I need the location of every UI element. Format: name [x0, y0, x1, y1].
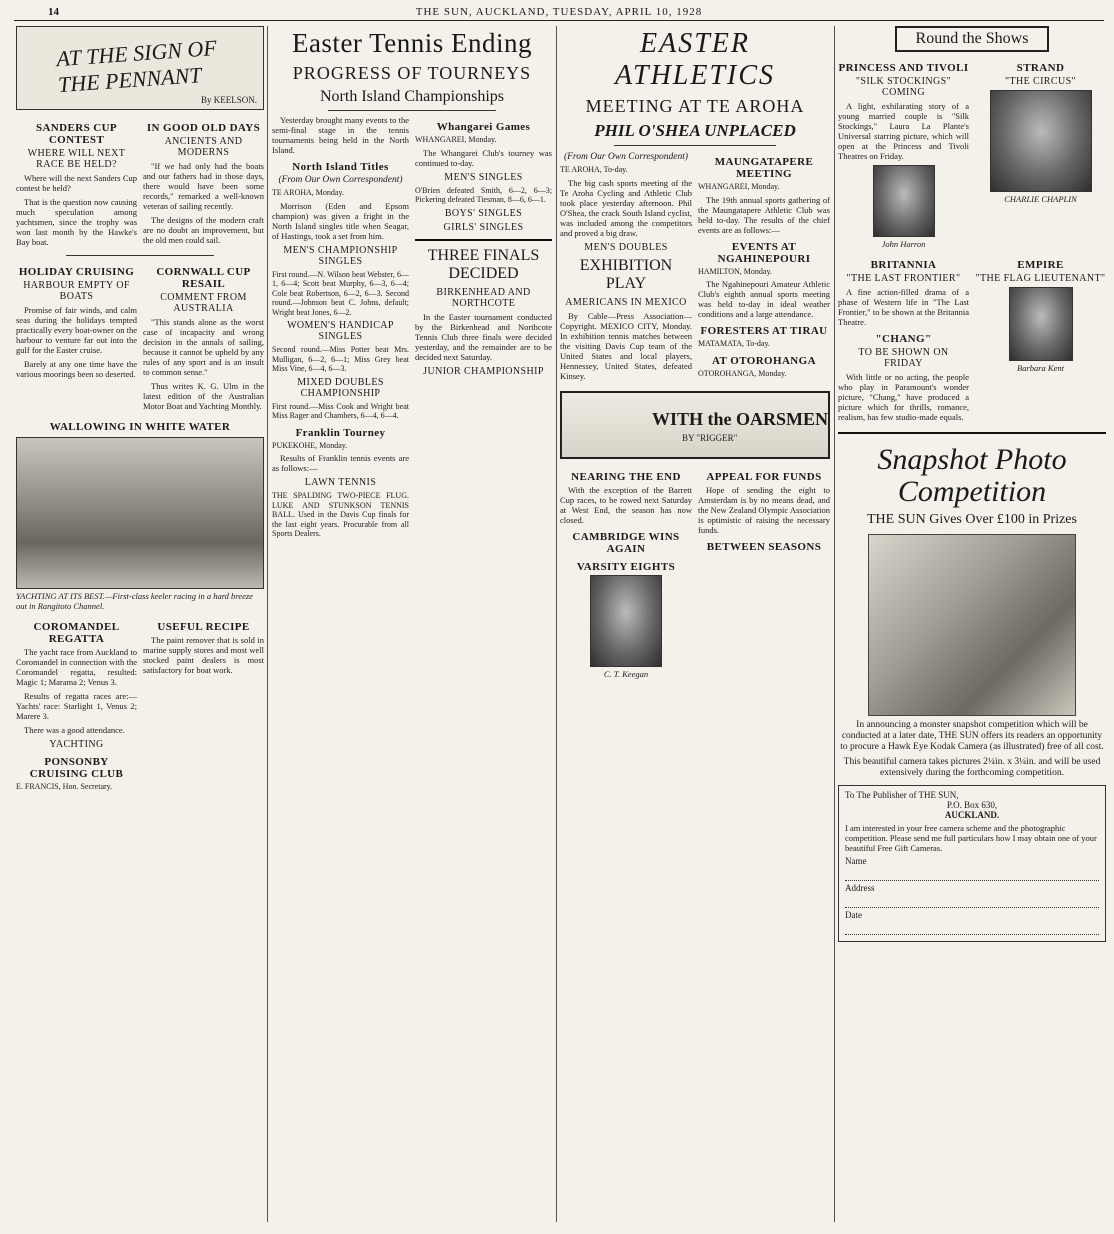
dateline: WHANGAREI, Monday.: [698, 182, 780, 191]
pennant-logo: [16, 26, 264, 110]
dateline: WHANGAREI, Monday.: [415, 135, 497, 144]
otorohanga-heading: AT OTOROHANGA: [712, 354, 816, 367]
princess-heading: PRINCESS AND TIVOLI: [838, 62, 969, 74]
paragraph: By Cable—Press Association—Copyright. MEXICO CITY, Monday. In exhibition tennis matches between the visiting Davis Cup team of the United States and local players, Hennessey, United States, defeated Kinsey.: [560, 310, 692, 381]
paragraph: Yesterday brought many events to the semi-final stage in the tennis tournaments being held in the North Island.: [272, 115, 409, 155]
column-rule: [267, 26, 268, 1222]
franklin-heading: Franklin Tourney: [295, 426, 386, 439]
coupon-to: To The Publisher of THE SUN,: [845, 790, 959, 800]
athletics-subheading: MEETING AT TE AROHA: [585, 96, 805, 116]
harron-photo: [873, 165, 935, 237]
paragraph: The yacht race from Auckland to Coromandel in connection with the Coromandel regatta, resulted: Magic 1; Marama 2; Venus 3.: [16, 647, 137, 687]
photo-caption: YACHTING AT ITS BEST.—First-class keeler racing in a hard breeze out in Rangitoto Channel.: [16, 591, 253, 611]
own-correspondent: (From Our Own Correspondent): [278, 175, 403, 185]
men-singles-heading: MEN'S CHAMPIONSHIP SINGLES: [283, 244, 398, 267]
kent-caption: Barbara Kent: [1017, 363, 1064, 373]
empire-heading: EMPIRE: [1017, 259, 1064, 271]
own-correspondent: (From Our Own Correspondent): [563, 152, 689, 162]
paragraph: The 19th annual sports gathering of the Maungatapere Athletic Club was held to-day. The results of the chief events are as follows:—: [698, 194, 830, 235]
appeal-heading: APPEAL FOR FUNDS: [706, 470, 822, 483]
coupon-address-field[interactable]: [845, 895, 1099, 908]
results: Second round.—Miss Potter beat Mrs. Mulligan, 6—2, 6—1; Miss Grey beat Miss Vine, 6—4, 6—3.: [272, 345, 409, 373]
paragraph: The Whangarei Club's tourney was continued to-day.: [415, 147, 552, 168]
exhibition-subheading: AMERICANS IN MEXICO: [565, 296, 687, 308]
paragraph: The paint remover that is sold in marine supply stores and most well stocked paint dealers is most satisfactory for boat work.: [143, 635, 264, 675]
varsity-heading: VARSITY EIGHTS: [576, 560, 676, 573]
chaplin-caption: CHARLIE CHAPLIN: [1004, 194, 1077, 204]
tennis-subheading: PROGRESS OF TOURNEYS: [292, 63, 532, 83]
coupon-city: AUCKLAND.: [944, 810, 1000, 820]
dateline: TE AROHA, To-day.: [560, 165, 628, 174]
three-finals-subheading: BIRKENHEAD AND NORTHCOTE: [436, 286, 531, 309]
results: First round.—Miss Cook and Wright beat Miss Rager and Chambers, 6—4, 6—4.: [272, 401, 409, 420]
last-frontier-heading: "THE LAST FRONTIER": [846, 273, 961, 284]
chang-subheading: TO BE SHOWN ON FRIDAY: [858, 347, 949, 369]
oarsmen-title: WITH the OARSMEN: [652, 408, 829, 429]
coromandel-heading: COROMANDEL REGATTA: [33, 621, 120, 645]
coupon-date-field[interactable]: [845, 922, 1099, 935]
kodak-camera-illustration: [868, 534, 1076, 716]
dateline: HAMILTON, Monday.: [698, 266, 772, 276]
paragraph: "If we had only had the boats and our fathers had in those days, there would have been some records," remarked a well-known veteran of sailing recently.: [143, 161, 264, 211]
harron-caption: John Harron: [881, 239, 926, 249]
paragraph: There was a good attendance.: [24, 725, 125, 735]
dateline: OTOROHANGA, Monday.: [698, 368, 787, 378]
paragraph: The designs of the modern craft are no doubt an improvement, but the old men could sail.: [143, 215, 264, 245]
paragraph: Where will the next Sanders Cup contest be held?: [16, 173, 137, 193]
column-rule: [834, 26, 835, 1222]
boys-singles-heading: BOYS' SINGLES: [444, 207, 523, 219]
paragraph: A fine action-filled drama of a phase of Western life in "The Last Frontier," to be shown at the Britannia Theatre.: [838, 287, 969, 327]
chang-heading: "CHANG": [875, 333, 932, 345]
recipe-heading: USEFUL RECIPE: [157, 621, 250, 633]
masthead: [14, 4, 1104, 21]
round-the-shows-banner: Round the Shows: [895, 26, 1049, 52]
women-handicap-heading: WOMEN'S HANDICAP SINGLES: [287, 320, 394, 342]
mixed-doubles-heading: MIXED DOUBLES CHAMPIONSHIP: [297, 376, 384, 399]
paragraph: Hope of sending the eight to Amsterdam is by no means dead, and the New Zealand Olympic Association is optimistic of raising the necessary funds.: [698, 484, 830, 535]
holiday-cruising-heading: HOLIDAY CRUISING: [18, 266, 135, 278]
coupon-name-label: Name: [845, 856, 867, 866]
flag-lieutenant-heading: "THE FLAG LIEUTENANT": [975, 273, 1106, 284]
paragraph: "This stands alone as the worst case of incapacity and wrong decision in the annals of sailing, because it cannot be upheld by any rules of any sport and is an insult to common sense.": [143, 317, 264, 377]
coupon-box: P.O. Box 630,: [946, 800, 998, 810]
chaplin-photo: [990, 90, 1092, 192]
oarsmen-byline: BY "RIGGER": [682, 432, 738, 443]
column-athletics: [560, 26, 830, 1226]
coupon-body: I am interested in your free camera scheme and the photographic competition. Please send me full particulars how I may obtain one of your beautiful Free Gift Cameras.: [845, 823, 1097, 853]
paragraph: Morrison (Eden and Epsom champion) was given a fright in the North Island singles title when Seagar, of Hastings, took a set from him.: [272, 200, 409, 241]
coupon-date-label: Date: [845, 910, 862, 920]
junior-champ-heading: JUNIOR CHAMPIONSHIP: [423, 365, 544, 377]
ngahinepouri-heading: EVENTS AT NGAHINEPOURI: [717, 240, 811, 265]
dateline: TE AROHA, Monday.: [272, 188, 344, 197]
column-yachting: [16, 26, 264, 1226]
lawn-tennis-label: LAWN TENNIS: [304, 477, 377, 488]
paragraph: With little or no acting, the people who play in Paramount's wonder picture, "Chang," have produced a picture which for thrills, romance, realism, has few studio-made equals.: [838, 372, 969, 422]
yacht-photo: [16, 437, 264, 589]
kent-photo: [1009, 287, 1073, 361]
tennis-subheading-2: North Island Championships: [320, 88, 504, 105]
silk-stockings-heading: "SILK STOCKINGS" COMING: [855, 76, 952, 98]
three-finals-heading: THREE FINALS DECIDED: [427, 246, 540, 282]
results: O'Brien defeated Smith, 6—2, 6—3; Pickering defeated Tiesman, 8—6, 6—1.: [415, 185, 552, 204]
old-days-heading: IN GOOD OLD DAYS: [146, 122, 261, 134]
mens-singles-heading: MEN'S SINGLES: [444, 171, 523, 183]
dateline: MATAMATA, To-day.: [698, 339, 770, 348]
results: First round.—N. Wilson beat Webster, 6—1, 6—4; Scott beat Murphy, 6—3, 6—4; Cole beat Robertson, 6—2, 6—3. Second round.—Johnson beat C. Johns, default; Wright beat Jones, 6—2.: [272, 269, 409, 317]
whangarei-heading: Whangarei Games: [436, 121, 531, 133]
coupon-address-label: Address: [845, 883, 875, 893]
snapshot-title: Snapshot Photo Competition: [877, 443, 1067, 508]
logo-text: AT THE SIGN OF THE PENNANT: [55, 35, 218, 98]
cornwall-cup-heading: CORNWALL CUP RESAIL: [156, 266, 251, 290]
ponsonby-notice: PONSONBY CRUISING CLUB: [29, 756, 124, 780]
cornwall-cup-subheading: COMMENT FROM AUSTRALIA: [160, 292, 247, 314]
dateline: PUKEKOHE, Monday.: [272, 440, 348, 450]
paragraph: That is the question now causing much speculation among yachtsmen, since the trophy was won last month by the Hawke's Bay boat.: [16, 197, 137, 247]
secretary-line: E. FRANCIS, Hon. Secretary.: [16, 782, 113, 791]
circus-heading: "THE CIRCUS": [1004, 76, 1077, 87]
page-number: 14: [48, 6, 59, 18]
cambridge-heading: CAMBRIDGE WINS AGAIN: [572, 530, 680, 555]
paragraph: The Ngahinepouri Amateur Athletic Club's eighth annual sports meeting was held to-day in ideal weather conditions and a large attendance.: [698, 279, 830, 319]
keegan-photo: [590, 575, 662, 667]
paragraph: The big cash sports meeting of the Te Aroha Cycling and Athletic Club took place yesterday afternoon. Phil O'Shea, the crack South Island cyclist, was included among the competitors and proved a big draw.: [560, 177, 692, 238]
masthead-title: THE SUN, AUCKLAND, TUESDAY, APRIL 10, 1928: [415, 6, 703, 18]
paragraph: With the exception of the Barrett Cup races, to be rowed next Saturday at West End, the season has now closed.: [560, 484, 692, 525]
foresters-heading: FORESTERS AT TIRAU: [700, 325, 828, 337]
exhibition-heading: EXHIBITION PLAY: [579, 256, 673, 292]
byline: By KEELSON.: [201, 95, 257, 105]
column-tennis: [272, 26, 552, 1226]
column-shows: [838, 26, 1106, 1226]
entry-coupon[interactable]: [838, 785, 1106, 942]
paragraph: In announcing a monster snapshot competition which will be conducted at a later date, THE SUN offers its readers an opportunity to procure a Hawk Eye Kodak Camera (as illustrated) free of all cost.: [840, 720, 1104, 752]
between-seasons-heading: BETWEEN SEASONS: [706, 540, 822, 553]
old-days-subheading: ANCIENTS AND MODERNS: [164, 136, 243, 158]
titles-heading: North Island Titles: [292, 161, 389, 173]
sanders-cup-heading: SANDERS CUP CONTEST: [35, 122, 118, 146]
girls-singles-heading: GIRLS' SINGLES: [443, 221, 524, 233]
paragraph: In the Easter tournament conducted by the Birkenhead and Northcote Tennis Club three finals were decided yesterday, and the remainder are to be decided next Saturday.: [415, 311, 552, 362]
britannia-heading: BRITANNIA: [870, 259, 937, 271]
paragraph: Barely at any one time have the various moorings been so deserted.: [16, 359, 137, 379]
paragraph: Results of regatta races are:—Yachts' race: Starlight 1, Venus 2; Marere 3.: [16, 691, 137, 721]
paragraph: Results of Franklin tennis events are as follows:—: [272, 453, 409, 473]
maungatapere-heading: MAUNGATAPERE MEETING: [714, 156, 814, 180]
paragraph: This beautiful camera takes pictures 2¼in. x 3¼in. and will be used extensively during the forthcoming competition.: [843, 757, 1101, 778]
athletics-subheading-2: PHIL O'SHEA UNPLACED: [594, 121, 796, 140]
spalding-ad: THE SPALDING TWO-PIECE FLUG. LUKE AND STUNKSON TENNIS BALL. Used in the Davis Cup finals for the last eight years. Procurable from all Sports Dealers.: [272, 491, 409, 538]
snapshot-subtitle: THE SUN Gives Over £100 in Prizes: [867, 512, 1077, 527]
paragraph: A light, exhilarating story of a young married couple is "Silk Stockings," Laura La Plante's Universal starring picture, which will open at the Princess and Tivoli Theatres on Friday.: [838, 101, 969, 161]
keegan-caption: C. T. Keegan: [603, 668, 649, 679]
holiday-cruising-subheading: HARBOUR EMPTY OF BOATS: [23, 280, 130, 302]
tennis-headline: Easter Tennis Ending: [291, 28, 533, 58]
sanders-cup-subheading: WHERE WILL NEXT RACE BE HELD?: [27, 148, 126, 170]
paragraph: Promise of fair winds, and calm seas during the holidays tempted practically every boat-owner on the harbour to venture far out into the gulf for the Easter cruise.: [16, 305, 137, 355]
paragraph: Thus writes K. G. Ulm in the latest edition of the Australian Motor Boat and Yachting Monthly.: [143, 381, 264, 411]
column-rule: [556, 26, 557, 1222]
athletics-headline: EASTER ATHLETICS: [614, 28, 776, 91]
oarsmen-banner: [560, 391, 830, 459]
strand-heading: STRAND: [1016, 62, 1065, 74]
yachting-label: YACHTING: [49, 739, 104, 750]
nearing-heading: NEARING THE END: [571, 470, 681, 483]
mens-doubles-heading: MEN'S DOUBLES: [584, 241, 668, 253]
coupon-name-field[interactable]: [845, 868, 1099, 881]
white-water-heading: WALLOWING IN WHITE WATER: [49, 421, 231, 433]
